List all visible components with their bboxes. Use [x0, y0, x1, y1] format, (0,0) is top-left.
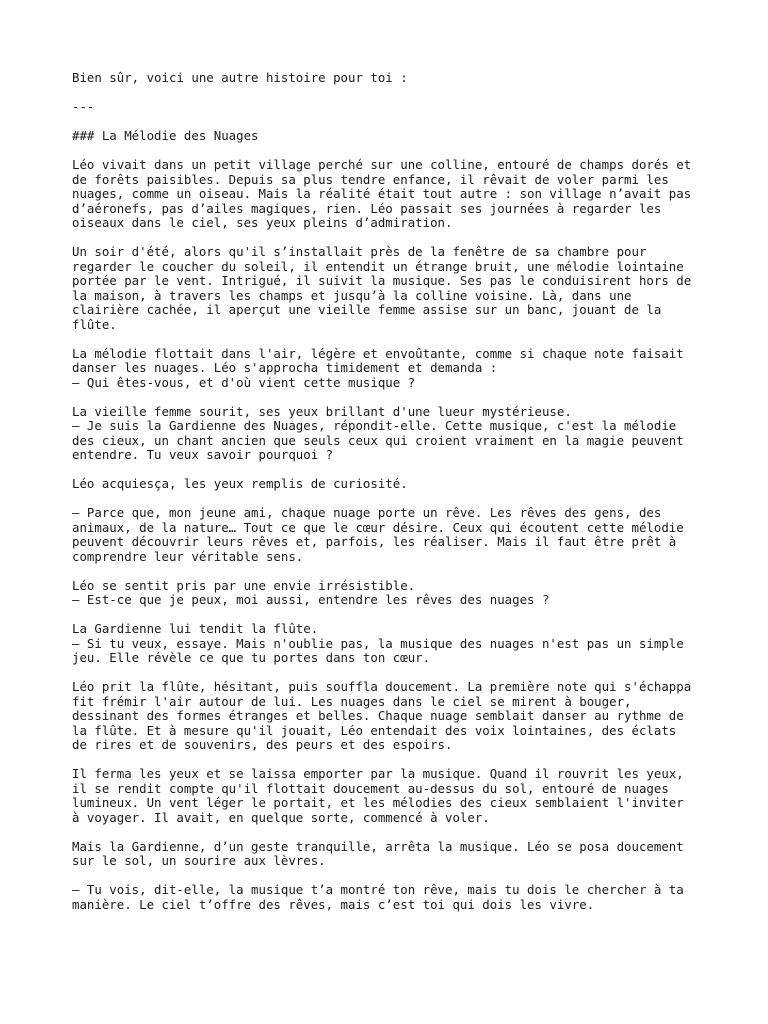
paragraph-1: Léo vivait dans un petit village perché sur une colline, entouré de champs dorés et de forêts paisibles. Depuis sa plus tendre enfance, il rêvait de voler parmi les nuages, comme un oiseau. Mais la réalité était tout autre : son village n’avait pas d’aéronefs, pas d’ailes magiques, rien. Léo passait ses journées à regarder les oiseaux dans le ciel, ses yeux pleins d’admiration.	[72, 157, 692, 230]
paragraph-9: Léo prit la flûte, hésitant, puis souffla doucement. La première note qui s'échappa fit frémir l'air autour de lui. Les nuages dans le ciel se mirent à bouger, dessinant des formes étranges et belles. Chaque nuage semblait danser au rythme de la flûte. Et à mesure qu'il jouait, Léo entendait des voix lointaines, des éclats de rires et de souvenirs, des peurs et des espoirs.	[72, 679, 692, 752]
paragraph-2: Un soir d'été, alors qu'il s’installait près de la fenêtre de sa chambre pour regarder le coucher du soleil, il entendit un étrange bruit, une mélodie lointaine portée par le vent. Intrigué, il suivit la musique. Ses pas le conduisirent hors de la maison, à travers les champs et jusqu’à la colline voisine. Là, dans une clairière cachée, il aperçut une vieille femme assise sur un banc, jouant de la flûte.	[72, 244, 692, 332]
separator-line: ---	[72, 99, 95, 114]
paragraph-8: La Gardienne lui tendit la flûte. – Si tu veux, essaye. Mais n'oublie pas, la musique des nuages n'est pas un simple jeu. Elle révèle ce que tu portes dans ton cœur.	[72, 621, 684, 665]
paragraph-5: Léo acquiesça, les yeux remplis de curiosité.	[72, 476, 408, 491]
paragraph-7: Léo se sentit pris par une envie irrésistible. – Est-ce que je peux, moi aussi, entendre les rêves des nuages ?	[72, 577, 550, 607]
intro-line: Bien sûr, voici une autre histoire pour toi :	[72, 70, 408, 85]
paragraph-12: – Tu vois, dit-elle, la musique t’a montré ton rêve, mais tu dois le chercher à ta manière. Le ciel t’offre des rêves, mais c’est toi qui dois les vivre.	[72, 882, 684, 912]
paragraph-11: Mais la Gardienne, d’un geste tranquille, arrêta la musique. Léo se posa doucement sur le sol, un sourire aux lèvres.	[72, 838, 684, 868]
document-page	[72, 71, 712, 927]
paragraph-10: Il ferma les yeux et se laissa emporter par la musique. Quand il rouvrit les yeux, il se rendit compte qu'il flottait doucement au-dessus du sol, entouré de nuages lumineux. Un vent léger le portait, et les mélodies des cieux semblaient l'inviter à voyager. Il avait, en quelque sorte, commencé à voler.	[72, 766, 684, 825]
paragraph-4: La vieille femme sourit, ses yeux brillant d'une lueur mystérieuse. – Je suis la Gardienne des Nuages, répondit-elle. Cette musique, c'est la mélodie des cieux, un chant ancien que seuls ceux qui croient vraiment en la magie peuvent entendre. Tu veux savoir pourquoi ?	[72, 403, 684, 462]
paragraph-3: La mélodie flottait dans l'air, légère et envoûtante, comme si chaque note faisait danser les nuages. Léo s'approcha timidement et demanda : – Qui êtes-vous, et d'où vient cette musique ?	[72, 345, 684, 390]
story-heading: ### La Mélodie des Nuages	[72, 128, 259, 143]
paragraph-6: – Parce que, mon jeune ami, chaque nuage porte un rêve. Les rêves des gens, des animaux, de la nature… Tout ce que le cœur désire. Ceux qui écoutent cette mélodie peuvent découvrir leurs rêves et, parfois, les réaliser. Mais il faut être prêt à comprendre leur véritable sens.	[72, 505, 684, 564]
